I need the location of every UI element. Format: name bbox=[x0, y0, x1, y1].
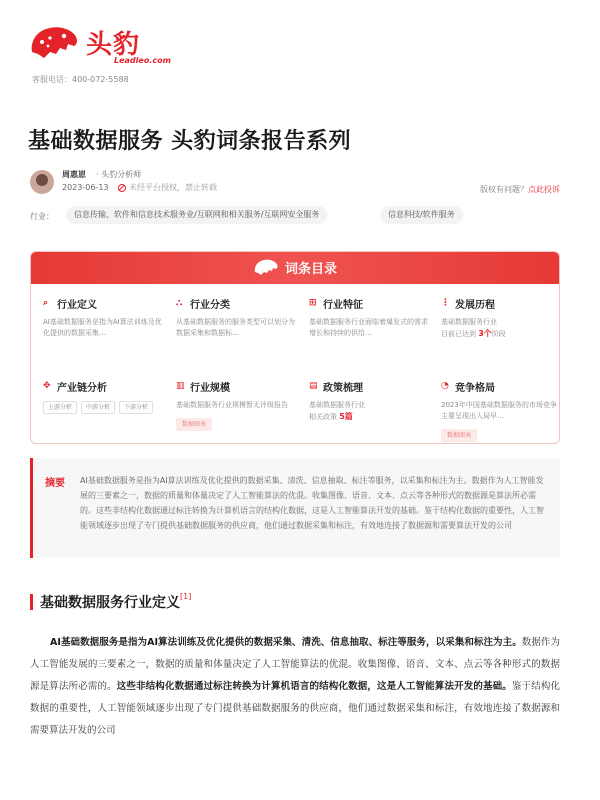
toc-desc-line: 目前已达到 bbox=[441, 330, 476, 338]
body-text: 鉴于结构化数据的重要性，人工智能领域逐步出现了专门提供基础数据服务的供应商，他们通过数据采集和标注，有效地连接了数据源和需要算法开发的公司 bbox=[30, 681, 560, 736]
service-phone: 客服电话：400-072-5588 bbox=[32, 75, 129, 84]
toc-item-title: 行业规模 bbox=[190, 383, 230, 394]
industry-tag[interactable]: 信息传输、软件和信息技术服务业/互联网和相关服务/互联网安全服务 bbox=[66, 206, 327, 224]
leopard-icon bbox=[253, 257, 279, 277]
toc-item-title: 竞争格局 bbox=[455, 383, 495, 394]
toc-item-title: 行业特征 bbox=[323, 300, 363, 311]
toc-item-desc bbox=[309, 400, 429, 423]
reference-link[interactable]: [1] bbox=[180, 592, 192, 601]
chain-icon: ✥ bbox=[43, 381, 51, 391]
no-reprint-notice bbox=[118, 182, 217, 193]
toc-item-title: 行业分类 bbox=[190, 300, 230, 311]
brand-logo[interactable] bbox=[28, 18, 171, 70]
policy-count: 5篇 bbox=[339, 412, 353, 421]
upstream-chip[interactable]: 上游分析 bbox=[43, 401, 77, 414]
midstream-chip[interactable]: 中游分析 bbox=[81, 401, 115, 414]
leopard-logo-icon bbox=[28, 22, 80, 62]
page-title: 基础数据服务 头豹词条报告系列 bbox=[28, 129, 352, 154]
timeline-icon: ⋮ bbox=[441, 298, 450, 308]
toc-item-features[interactable] bbox=[309, 296, 429, 339]
toc-item-policy[interactable] bbox=[309, 379, 429, 423]
author-role: · 头豹分析师 bbox=[96, 170, 142, 179]
toc-item-definition[interactable] bbox=[43, 296, 163, 339]
bar-chart-icon: ▥ bbox=[176, 381, 185, 391]
toc-item-title: 行业定义 bbox=[57, 300, 97, 311]
abstract-box bbox=[30, 458, 560, 558]
industry-label: 行业： bbox=[30, 212, 54, 221]
logo-text-cn: 头豹 bbox=[86, 30, 141, 60]
publish-date: 2023-06-13 bbox=[62, 183, 109, 192]
downstream-chip[interactable]: 下游分析 bbox=[119, 401, 153, 414]
policy-doc-icon: ▤ bbox=[309, 381, 318, 391]
toc-item-desc bbox=[441, 317, 560, 340]
toc-item-market-size[interactable] bbox=[176, 379, 296, 431]
toc-item-desc: 从基础数据服务的服务类型可以划分为数据采集和数据标… bbox=[176, 318, 295, 337]
complaint-link[interactable]: 点此投诉 bbox=[528, 185, 560, 194]
toc-item-desc: 基础数据服务行业规模暂无评级报告 bbox=[176, 401, 288, 409]
bold-text: AI基础数据服务是指为AI算法训练及优化提供的数据采集、清洗、信息抽取、标注等服务，以采集和标注为主。 bbox=[50, 637, 522, 648]
logo-text-en: Leadleo.com bbox=[114, 56, 171, 65]
industry-tag[interactable]: 信息科技/软件服务 bbox=[380, 206, 463, 224]
toc-desc-line: 相关政策 bbox=[309, 413, 337, 421]
toc-item-title: 发展历程 bbox=[455, 300, 495, 311]
prohibited-icon bbox=[118, 184, 126, 192]
section-accent-bar bbox=[30, 594, 33, 610]
search-doc-icon: ⌕ bbox=[43, 298, 49, 308]
pie-chart-icon: ◔ bbox=[441, 381, 449, 391]
toc-item-classification[interactable] bbox=[176, 296, 296, 339]
copyright-dispute bbox=[480, 184, 560, 195]
data-chart-chip[interactable]: 数据图表 bbox=[441, 429, 477, 442]
toc-item-competition[interactable] bbox=[441, 379, 560, 442]
author-name[interactable]: 周惠崽 bbox=[62, 170, 86, 179]
data-chart-chip[interactable]: 数据图表 bbox=[176, 418, 212, 431]
toc-item-desc: 基础数据服务行业面临着爆发式的需求增长和持续的供给… bbox=[309, 318, 428, 337]
toc-desc-line: 阶段 bbox=[491, 330, 506, 338]
toc-item-title: 产业链分析 bbox=[57, 383, 107, 394]
section-title bbox=[40, 592, 191, 612]
toc-card bbox=[30, 251, 560, 444]
toc-item-history[interactable] bbox=[441, 296, 560, 340]
toc-item-desc: 2023年中国基础数据服务的市场竞争主要呈现出入局早… bbox=[441, 401, 557, 420]
dispute-text: 版权有问题？ bbox=[480, 185, 528, 194]
definition-paragraph bbox=[30, 632, 560, 742]
stage-count: 3个 bbox=[478, 329, 492, 338]
body-text: 数据作为人工智能发展的三要素之一，数据的质量和体量决定了人工智能算法的优混。收集图像、语音、文本、点云等各种形式的数据源是算法所必需的。 bbox=[30, 637, 560, 692]
abstract-text: AI基础数据服务是指为AI算法训练及优化提供的数据采集、清洗、信息抽取、标注等服务，以采集和标注为主。数据作为人工智能发展的三要素之一，数据的质量和体量决定了人工智能算法的优混。收集图像、语音、文本、点云等各种形式的数据源是算法所必需的。这些非结构化数据通过标注转换为计算机语言的结构化数据，这是人工智能算法开发的基础。鉴于结构化数据的重要性，人工智能领域逐步出现了专门提供基础数据服务的供应商，他们通过数据采集和标注，有效地连接了数据源和需要算法开发的公司 bbox=[80, 476, 544, 530]
toc-item-industry-chain[interactable] bbox=[43, 379, 163, 414]
section-title-text: 基础数据服务行业定义 bbox=[40, 595, 180, 611]
abstract-label: 摘要 bbox=[45, 478, 65, 489]
toc-desc-line: 基础数据服务行业 bbox=[441, 318, 497, 326]
toc-header bbox=[31, 252, 559, 284]
hierarchy-icon: ⛬ bbox=[176, 298, 183, 308]
toc-desc-line: 基础数据服务行业 bbox=[309, 401, 365, 409]
features-icon: ⊞ bbox=[309, 298, 317, 308]
toc-title: 词条目录 bbox=[284, 261, 338, 277]
author-avatar bbox=[30, 170, 54, 194]
no-reprint-text: 未经平台授权，禁止转载 bbox=[129, 183, 217, 192]
toc-item-desc: AI基础数据服务是指为AI算法训练及优化提供的数据采集… bbox=[43, 318, 162, 337]
toc-item-title: 政策梳理 bbox=[323, 383, 363, 394]
bold-text: 这些非结构化数据通过标注转换为计算机语言的结构化数据，这是人工智能算法开发的基础。 bbox=[116, 681, 512, 692]
